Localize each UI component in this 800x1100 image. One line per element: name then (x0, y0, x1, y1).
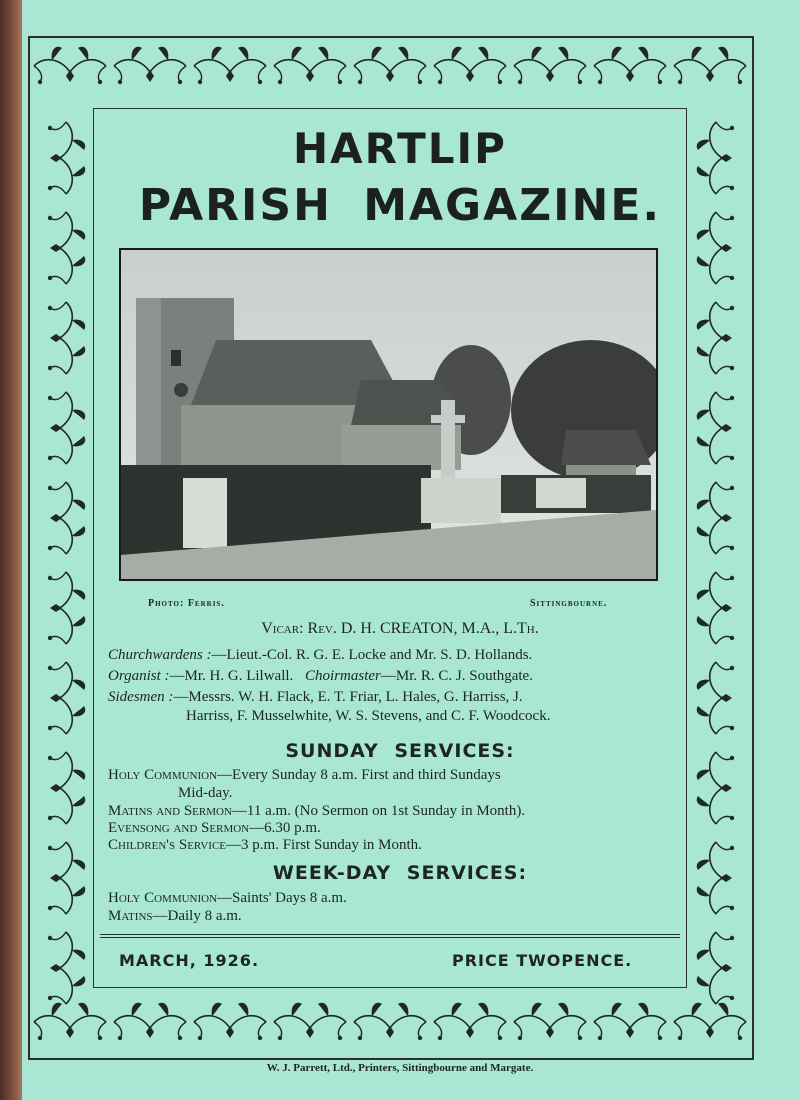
title-hartlip: HARTLIP (293, 124, 507, 173)
sunday-item: Evensong and Sermon—6.30 p.m. (108, 820, 321, 836)
weekday-services-heading: WEEK-DAY SERVICES: (272, 862, 528, 884)
churchwardens-label: Churchwardens : (108, 647, 212, 663)
church-photograph (119, 248, 658, 581)
organist-line (108, 668, 533, 685)
sunday-item: Children's Service—3 p.m. First Sunday in Month. (108, 837, 422, 853)
sidesmen-line (108, 689, 523, 706)
weekday-item: Matins—Daily 8 a.m. (108, 908, 242, 924)
sidesmen-names-1: —Messrs. W. H. Flack, E. T. Friar, L. Hales, G. Harriss, J. (173, 689, 523, 705)
churchwardens-line (108, 647, 532, 664)
sunday-item: Mid-day. (178, 785, 233, 801)
weekday-item: Holy Communion—Saints' Days 8 a.m. (108, 890, 347, 906)
photo-credit-sittingbourne: Sittingbourne. (530, 598, 608, 609)
sidesmen-names-2: Harriss, F. Musselwhite, W. S. Stevens, and C. F. Woodcock. (186, 708, 551, 724)
sunday-item: Matins and Sermon—11 a.m. (No Sermon on 1st Sunday in Month). (108, 803, 526, 819)
photo-credit-ferris: Photo: Ferris. (148, 598, 225, 609)
title-parish-magazine: PARISH MAGAZINE. (138, 180, 662, 231)
issue-date: MARCH, 1926. (119, 951, 260, 970)
printer-imprint: W. J. Parrett, Ltd., Printers, Sittingbourne and Margate. (266, 1062, 534, 1074)
divider-rule (100, 934, 680, 935)
price: PRICE TWOPENCE. (452, 951, 633, 970)
divider-rule (100, 937, 680, 938)
churchwardens-names: —Lieut.-Col. R. G. E. Locke and Mr. S. D. Hollands. (211, 647, 533, 663)
choirmaster-name: —Mr. R. C. J. Southgate. (380, 668, 533, 684)
vicar-line: Vicar: Rev. D. H. CREATON, M.A., L.Th. (261, 620, 539, 637)
organist-name: —Mr. H. G. Lilwall. (169, 668, 294, 684)
choirmaster-label: Choirmaster (305, 668, 381, 684)
sidesmen-label: Sidesmen : (108, 689, 174, 705)
sunday-services-heading: SUNDAY SERVICES: (285, 740, 515, 762)
organist-label: Organist : (108, 668, 170, 684)
sunday-item: Holy Communion—Every Sunday 8 a.m. First and third Sundays (108, 767, 501, 783)
